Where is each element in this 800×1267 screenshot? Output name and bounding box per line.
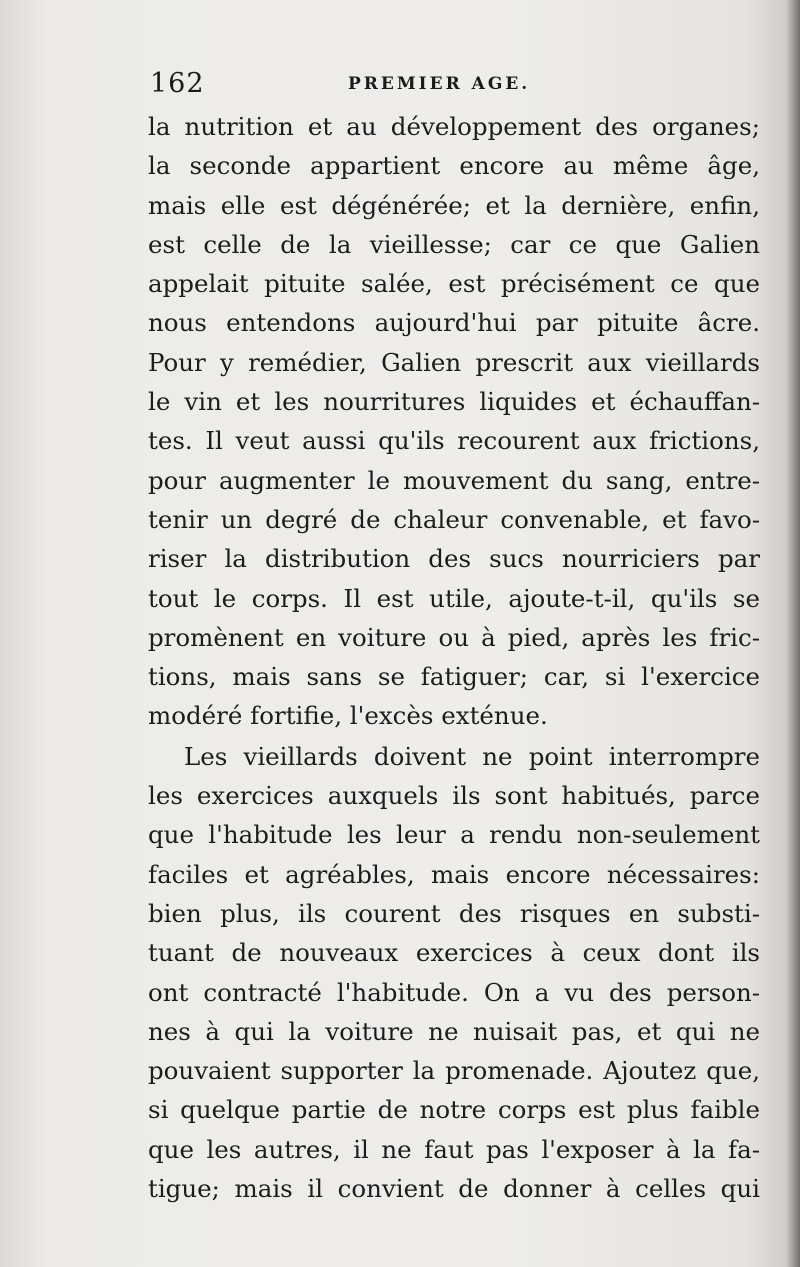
text-line: si quelque partie de notre corps est plus faible xyxy=(148,1095,760,1125)
text-line: modéré fortifie, l'excès exténue. xyxy=(148,701,548,731)
text-line: promènent en voiture ou à pied, après les fric- xyxy=(148,622,760,652)
text-line: Pour y remédier, Galien prescrit aux vieillards xyxy=(148,347,760,377)
text-line: pour augmenter le mouvement du sang, entre- xyxy=(148,465,760,495)
text-line: tenir un degré de chaleur convenable, et favo- xyxy=(148,504,760,534)
text-line: que l'habitude les leur a rendu non-seulement xyxy=(148,820,760,850)
text-line: tions, mais sans se fatiguer; car, si l'exercice xyxy=(148,662,760,692)
page-number: 162 xyxy=(150,68,205,99)
paragraph-1 xyxy=(148,107,760,736)
page-header xyxy=(150,68,760,108)
text-line: appelait pituite salée, est précisément ce que xyxy=(148,269,760,299)
text-line: tout le corps. Il est utile, ajoute-t-il, qu'ils se xyxy=(148,583,760,613)
text-line: les exercices auxquels ils sont habitués, parce xyxy=(148,781,760,811)
text-line: pouvaient supporter la promenade. Ajoutez que, xyxy=(148,1056,760,1086)
text-line: est celle de la vieillesse; car ce que Galien xyxy=(148,229,760,259)
text-line: nes à qui la voiture ne nuisait pas, et qui ne xyxy=(148,1016,760,1046)
text-line: tes. Il veut aussi qu'ils recourent aux frictions, xyxy=(148,426,760,456)
page-edge-shadow xyxy=(786,0,800,1267)
text-line: la nutrition et au développement des organes; xyxy=(148,112,760,141)
text-line: riser la distribution des sucs nourriciers par xyxy=(148,544,760,574)
text-line: ont contracté l'habitude. On a vu des person- xyxy=(148,977,760,1007)
text-line: bien plus, ils courent des risques en substi- xyxy=(148,898,760,928)
body-text xyxy=(148,107,760,1208)
text-line: tigue; mais il convient de donner à celles qui xyxy=(148,1174,760,1204)
text-line: faciles et agréables, mais encore nécessaires: xyxy=(148,859,760,889)
text-line: la seconde appartient encore au même âge, xyxy=(148,151,760,181)
text-line: tuant de nouveaux exercices à ceux dont ils xyxy=(148,938,760,968)
paragraph-2 xyxy=(148,737,760,1209)
text-line: le vin et les nourritures liquides et échauffan- xyxy=(148,387,760,417)
text-line: que les autres, il ne faut pas l'exposer à la fa- xyxy=(148,1134,760,1164)
running-head: PREMIER AGE. xyxy=(348,74,531,94)
text-line: nous entendons aujourd'hui par pituite âcre. xyxy=(148,308,760,338)
text-line: mais elle est dégénérée; et la dernière, enfin, xyxy=(148,190,760,220)
text-line: Les vieillards doivent ne point interrompre xyxy=(184,741,760,771)
